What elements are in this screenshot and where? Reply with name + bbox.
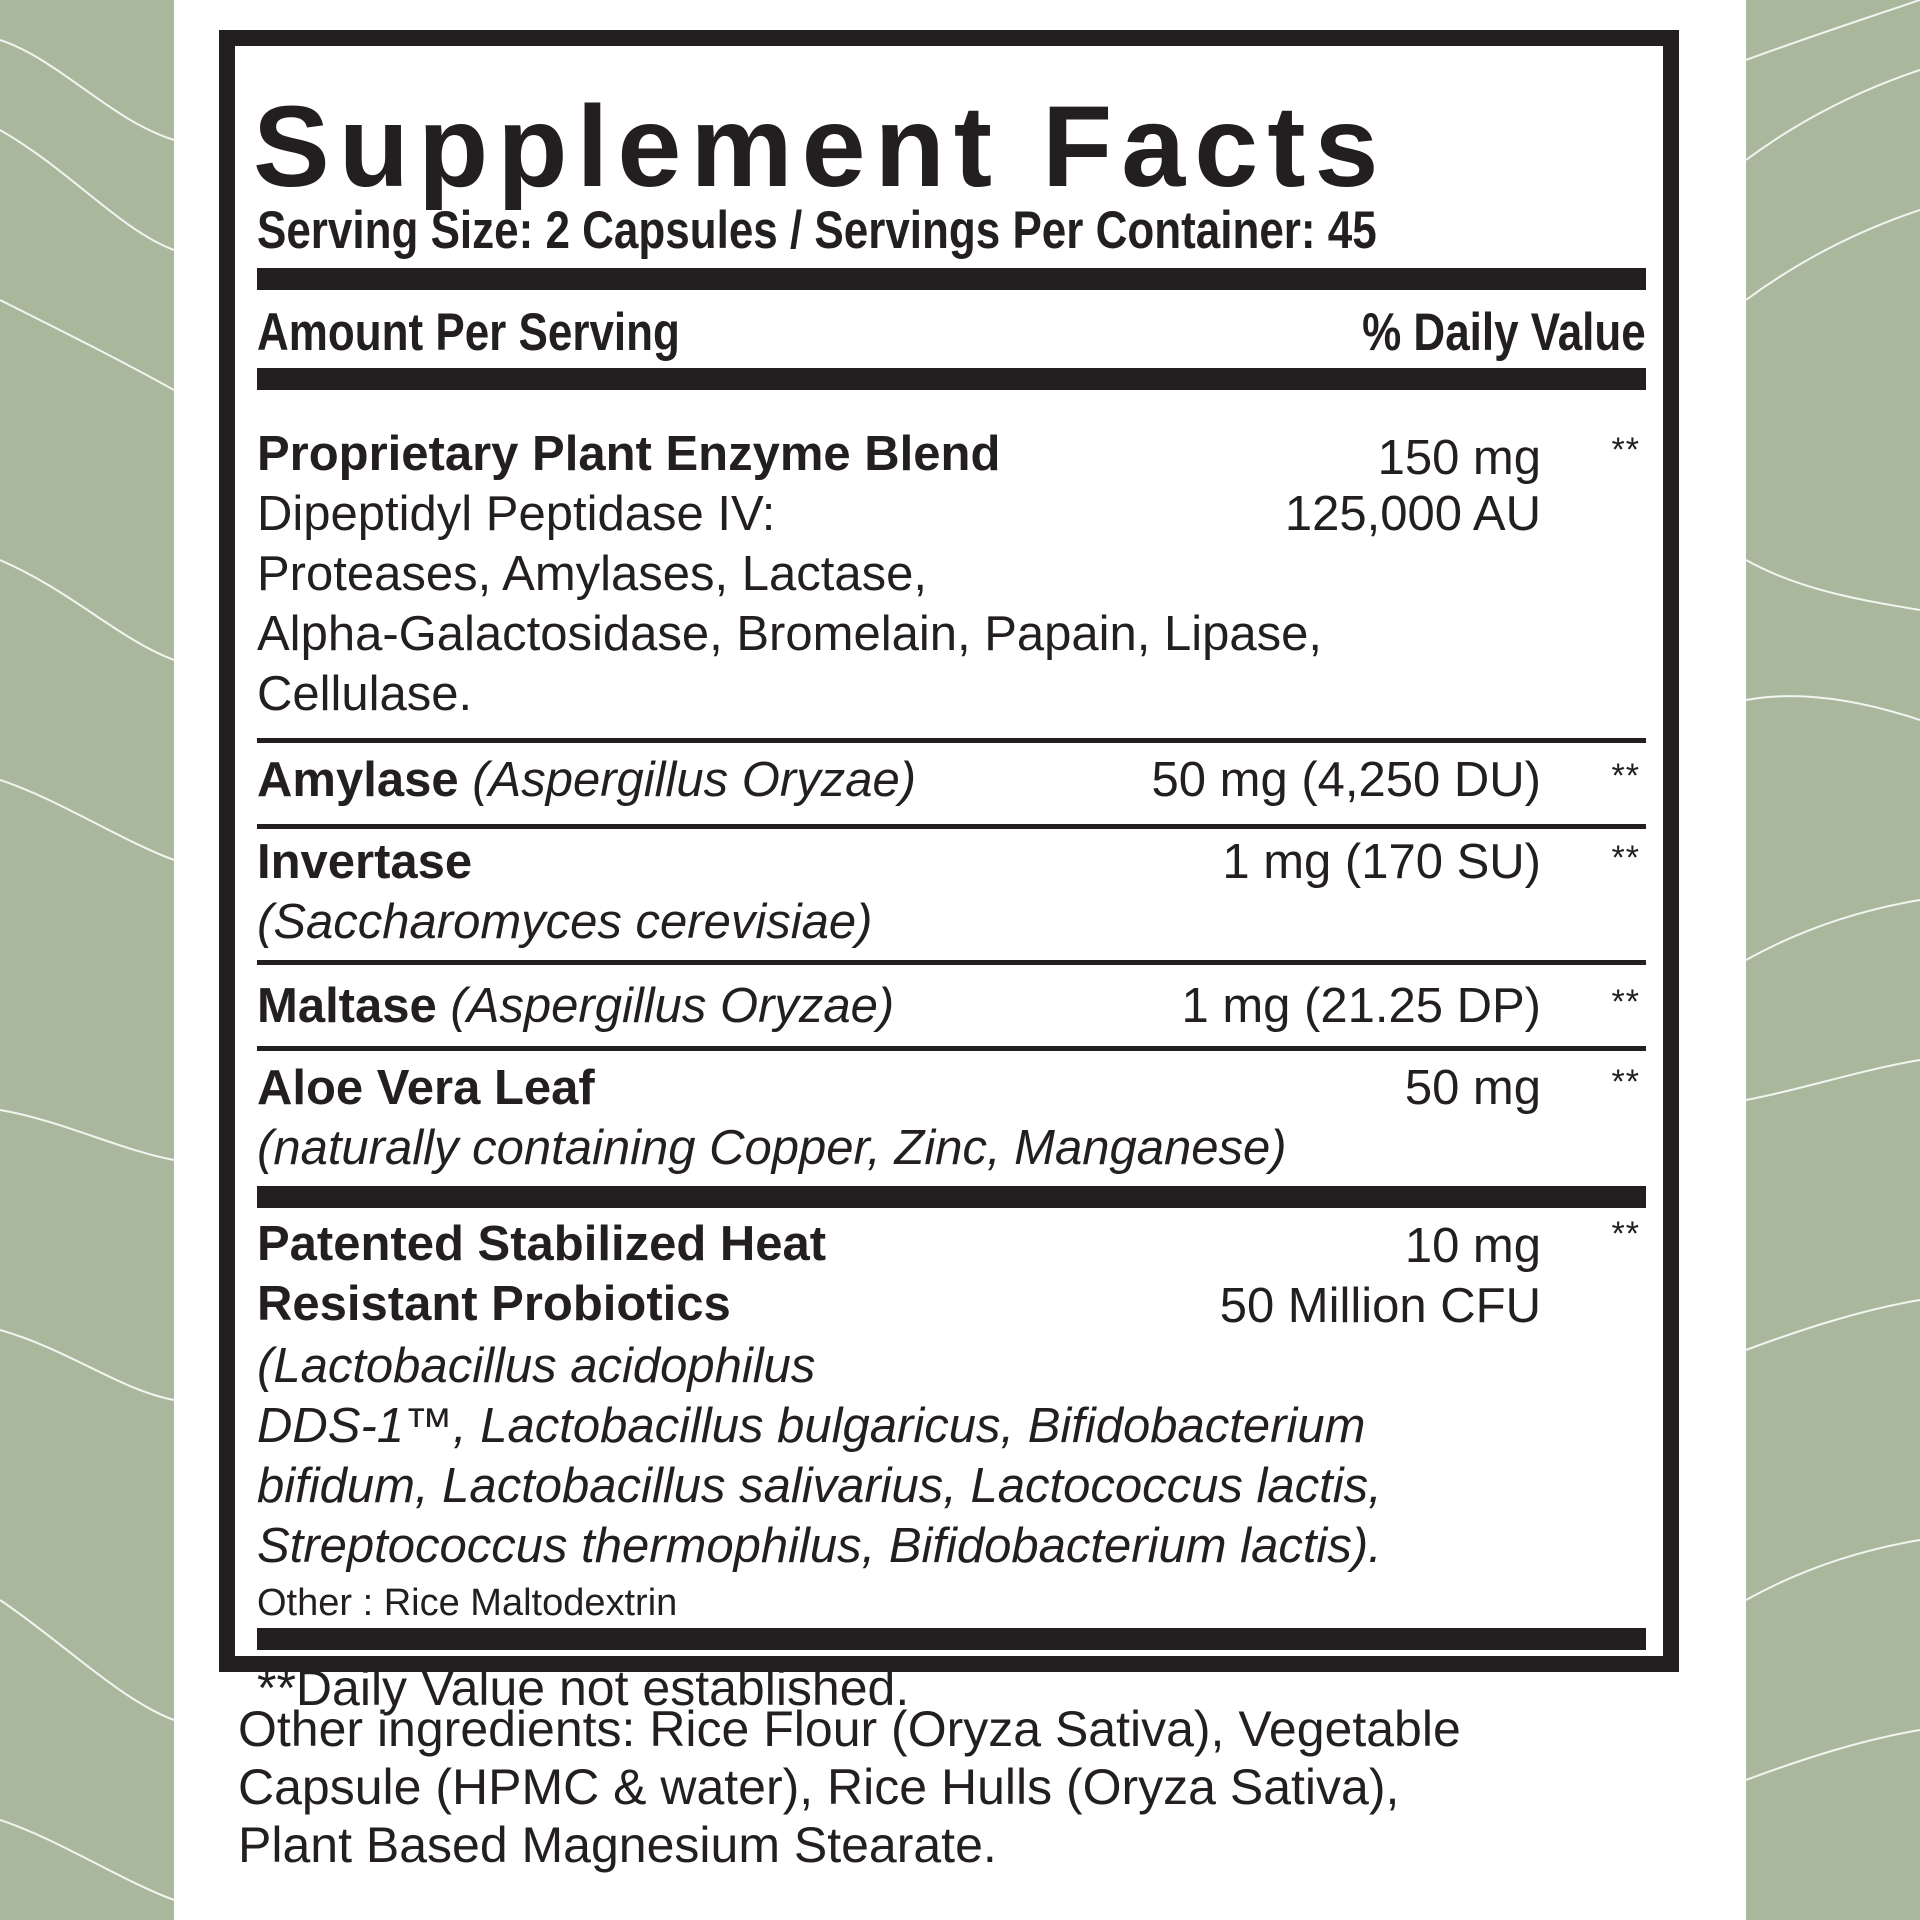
divider-thick bbox=[257, 268, 1646, 290]
probiotics-amount: 10 mg bbox=[1404, 1219, 1541, 1273]
amylase-source: (Aspergillus Oryzae) bbox=[472, 753, 917, 807]
amylase-amount: 50 mg (4,250 DU) bbox=[1151, 753, 1541, 807]
probiotics-name: Patented Stabilized Heat bbox=[257, 1217, 827, 1271]
dppiv-amount: 125,000 AU bbox=[1284, 487, 1541, 541]
divider-thin bbox=[257, 738, 1646, 743]
maltase-dv: ** bbox=[1611, 983, 1640, 1021]
maltase-source: (Aspergillus Oryzae) bbox=[450, 979, 895, 1033]
daily-value-header: % Daily Value bbox=[1362, 303, 1646, 362]
supplement-facts-panel bbox=[219, 30, 1679, 1716]
enzyme-components: Alpha-Galactosidase, Bromelain, Papain, Lipase, bbox=[257, 607, 1323, 661]
aloe-name: Aloe Vera Leaf bbox=[257, 1061, 595, 1115]
daily-value-footnote: **Daily Value not established. bbox=[257, 1660, 910, 1716]
aloe-note: (naturally containing Copper, Zinc, Manganese) bbox=[257, 1121, 1287, 1175]
enzyme-blend-dv: ** bbox=[1611, 431, 1640, 469]
maltase-name: Maltase bbox=[257, 979, 437, 1033]
invertase-source: (Saccharomyces cerevisiae) bbox=[257, 895, 873, 949]
probiotic-strains: (Lactobacillus acidophilus bbox=[257, 1339, 816, 1393]
probiotics-dv: ** bbox=[1611, 1215, 1640, 1253]
probiotic-strains: bifidum, Lactobacillus salivarius, Lactococcus lactis, bbox=[257, 1459, 1382, 1513]
dppiv-name: Dipeptidyl Peptidase IV: bbox=[257, 487, 776, 541]
aloe-amount: 50 mg bbox=[1404, 1061, 1541, 1115]
invertase-name: Invertase bbox=[257, 835, 473, 889]
other-ingredients-line: Other ingredients: Rice Flour (Oryza Sativa), Vegetable bbox=[238, 1701, 1461, 1757]
divider-thick bbox=[257, 368, 1646, 390]
invertase-dv: ** bbox=[1611, 839, 1640, 877]
divider-thin bbox=[257, 824, 1646, 829]
probiotic-strains: DDS-1™, Lactobacillus bulgaricus, Bifidobacterium bbox=[257, 1399, 1366, 1453]
other-ingredients-line: Plant Based Magnesium Stearate. bbox=[238, 1817, 997, 1873]
divider-thick bbox=[257, 1186, 1646, 1208]
amylase-row bbox=[257, 750, 916, 810]
amylase-name: Amylase bbox=[257, 753, 459, 807]
divider-thick bbox=[257, 1628, 1646, 1650]
other-ingredients bbox=[238, 1700, 1718, 1874]
serving-info: Serving Size: 2 Capsules / Servings Per Container: 45 bbox=[257, 201, 1377, 260]
enzyme-components: Cellulase. bbox=[257, 667, 473, 721]
maltase-amount: 1 mg (21.25 DP) bbox=[1181, 979, 1541, 1033]
enzyme-components: Proteases, Amylases, Lactase, bbox=[257, 547, 927, 601]
probiotic-strains: Streptococcus thermophilus, Bifidobacterium lactis). bbox=[257, 1519, 1382, 1573]
enzyme-blend-name: Proprietary Plant Enzyme Blend bbox=[257, 427, 1001, 481]
enzyme-blend-amount: 150 mg bbox=[1377, 431, 1541, 485]
aloe-dv: ** bbox=[1611, 1063, 1640, 1101]
amount-per-serving-header: Amount Per Serving bbox=[257, 303, 680, 362]
other-ingredients-line: Capsule (HPMC & water), Rice Hulls (Oryza Sativa), bbox=[238, 1759, 1400, 1815]
amylase-dv: ** bbox=[1611, 757, 1640, 795]
maltase-row bbox=[257, 976, 894, 1036]
probiotics-name: Resistant Probiotics bbox=[257, 1277, 731, 1331]
probiotics-cfu: 50 Million CFU bbox=[1219, 1279, 1541, 1333]
panel-title: Supplement Facts bbox=[253, 83, 1388, 211]
divider-thin bbox=[257, 1046, 1646, 1051]
invertase-amount: 1 mg (170 SU) bbox=[1222, 835, 1541, 889]
label-card bbox=[174, 0, 1746, 1920]
probiotics-other: Other : Rice Maltodextrin bbox=[257, 1582, 678, 1624]
divider-thin bbox=[257, 960, 1646, 965]
